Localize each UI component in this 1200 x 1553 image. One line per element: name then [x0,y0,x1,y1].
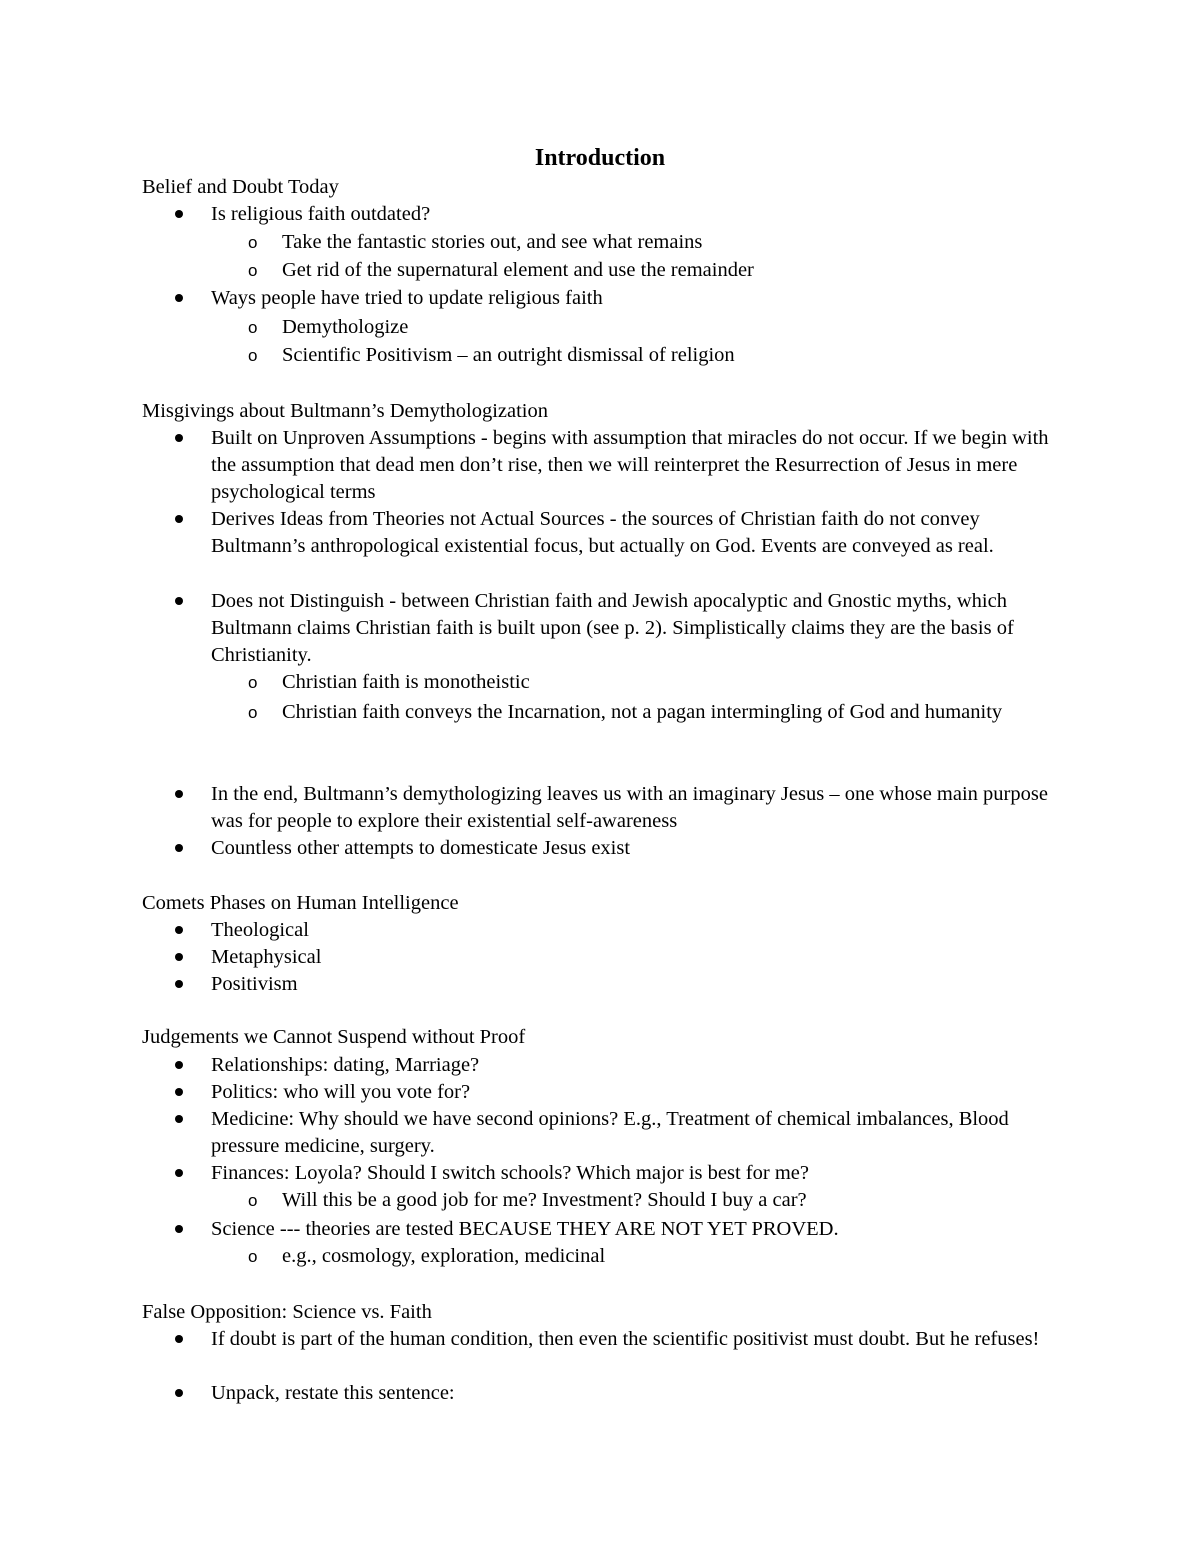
bullet-item: Is religious faith outdated? [211,201,1071,228]
bullet-item: Relationships: dating, Marriage? [211,1052,1071,1079]
sub-bullet-item: o Christian faith is monotheistic [282,669,1072,696]
section-heading-judgements: Judgements we Cannot Suspend without Proof [142,1026,526,1048]
sub-bullet-item: o Get rid of the supernatural element and use the remainder [282,257,1072,284]
bullet-item: Medicine: Why should we have second opinions? E.g., Treatment of chemical imbalances, Blood pressure medicine, surgery. [211,1106,1071,1160]
bullet-item: Theological [211,917,1071,944]
bullet-item: Countless other attempts to domesticate Jesus exist [211,835,1071,862]
sub-bullet-item: o Christian faith conveys the Incarnation, not a pagan intermingling of God and humanity [282,698,1072,727]
section-heading-belief-and-doubt: Belief and Doubt Today [142,176,339,198]
bullet-item: Positivism [211,971,1071,998]
bullet-item: Ways people have tried to update religious faith [211,285,1071,312]
bullet-item: If doubt is part of the human condition, then even the scientific positivist must doubt. But he refuses! [211,1326,1071,1353]
bullet-item: Built on Unproven Assumptions - begins with assumption that miracles do not occur. If we begin with the assumption that dead men don’t rise, then we will reinterpret the Resurrection of Jesus in mere psychological terms [211,425,1071,506]
bullet-item: Metaphysical [211,944,1071,971]
bullet-item: Politics: who will you vote for? [211,1079,1071,1106]
sub-bullet-item: o Will this be a good job for me? Investment? Should I buy a car? [282,1187,1072,1214]
section-heading-false-opposition: False Opposition: Science vs. Faith [142,1301,432,1323]
sub-bullet-item: o Scientific Positivism – an outright dismissal of religion [282,342,1072,369]
sub-bullet-item: o Demythologize [282,314,1072,341]
page-title: Introduction [534,145,666,171]
sub-bullet-item: o e.g., cosmology, exploration, medicinal [282,1243,1072,1270]
bullet-item: Science --- theories are tested BECAUSE THEY ARE NOT YET PROVED. [211,1216,1071,1243]
bullet-item: Does not Distinguish - between Christian faith and Jewish apocalyptic and Gnostic myths, which Bultmann claims Christian faith is built upon (see p. 2). Simplistically claims they are the basis of Christianity. [211,588,1071,669]
section-heading-comets-phases: Comets Phases on Human Intelligence [142,892,459,914]
bullet-item: Unpack, restate this sentence: [211,1380,1071,1407]
bullet-item: In the end, Bultmann’s demythologizing leaves us with an imaginary Jesus – one whose main purpose was for people to explore their existential self-awareness [211,781,1071,835]
bullet-item: Finances: Loyola? Should I switch schools? Which major is best for me? [211,1160,1071,1187]
sub-bullet-item: o Take the fantastic stories out, and see what remains [282,229,1072,256]
bullet-item: Derives Ideas from Theories not Actual Sources - the sources of Christian faith do not convey Bultmann’s anthropological existential focus, but actually on God. Events are conveyed as real. [211,506,1071,560]
section-heading-misgivings: Misgivings about Bultmann’s Demythologization [142,400,548,422]
